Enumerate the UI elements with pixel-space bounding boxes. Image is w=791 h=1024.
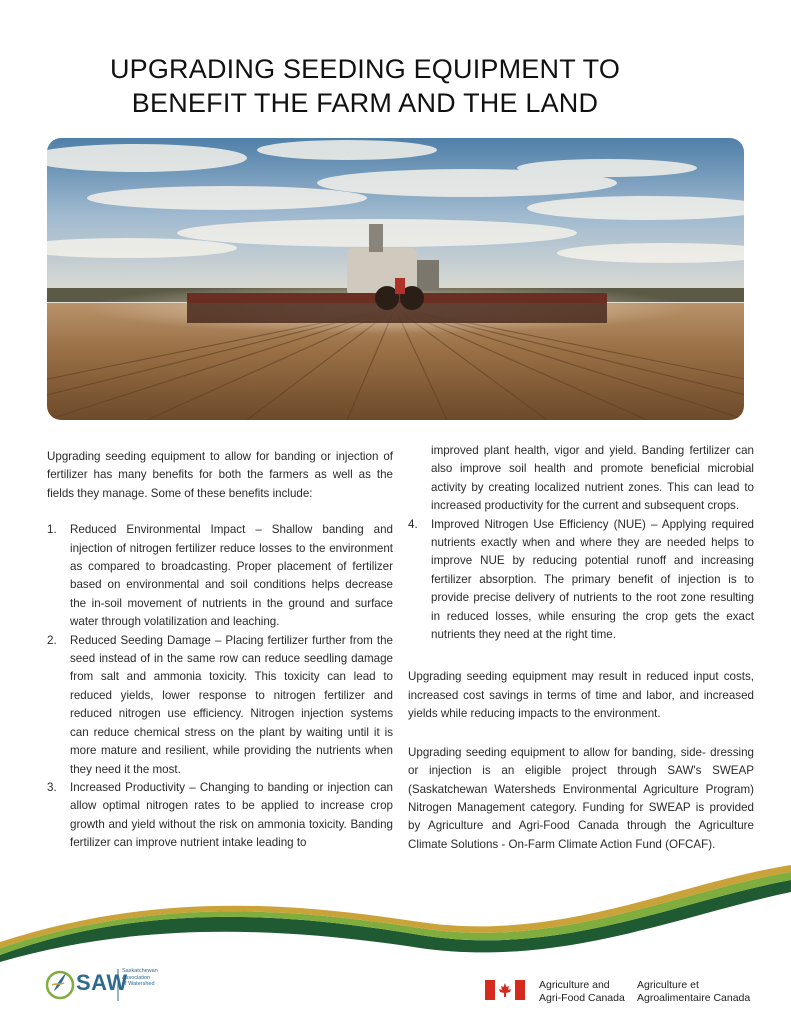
list-number: 4. bbox=[408, 517, 418, 531]
intro-paragraph: Upgrading seeding equipment to allow for banding or injection of fertilizer has many benefits for both the farmers as well as the fields they manage. Some of these benefits include: bbox=[47, 450, 393, 500]
right-column bbox=[408, 442, 754, 854]
aafc-french-name: Agriculture et Agroalimentaire Canada bbox=[637, 979, 751, 1004]
hero-photo-seeding-equipment bbox=[47, 138, 744, 420]
list-text: improved plant health, vigor and yield. Banding fertilizer can also improve soil health and promote beneficial microbial activity by creating localized nutrient zones. This can lead to increased productivity for the current and subsequent crops. bbox=[431, 444, 754, 513]
list-number: 1. bbox=[47, 523, 57, 537]
footer-wave-decoration bbox=[0, 860, 791, 970]
list-text: Reduced Environmental Impact – Shallow banding and injection of nitrogen fertilizer reduce losses to the environment as compared to broadcasting. Proper placement of fertilizer based on environmental and soil conditions helps decrease the in-soil movement of nutrients in the ground and surface water through volatilization and leaching. bbox=[70, 523, 393, 629]
saw-abbreviation: SAW bbox=[76, 970, 128, 995]
costs-paragraph: Upgrading seeding equipment may result in reduced input costs, increased cost savings in terms of time and labor, and increased yields while reducing impacts to the environment. bbox=[408, 670, 754, 721]
list-number: 2. bbox=[47, 633, 57, 647]
list-text: Increased Productivity – Changing to banding or injection can allow optimal nitrogen rates to be applied to increase crop growth and yield without the risk on ammonia toxicity. Banding fertilizer can improve nutrient intake leading to bbox=[70, 780, 393, 850]
list-item-continued bbox=[408, 442, 754, 516]
list-number: 3. bbox=[47, 780, 57, 794]
page-title-line-1: UPGRADING SEEDING EQUIPMENT TO bbox=[109, 54, 621, 84]
saw-full-name: Saskatchewan Association of Watershed bbox=[122, 968, 158, 987]
left-column bbox=[47, 448, 393, 853]
list-item bbox=[408, 516, 754, 645]
funding-paragraph: Upgrading seeding equipment to allow for banding, side- dressing or injection is an eligible project through SAW's SWEAP (Saskatchewan Watersheds Environmental Agriculture Program) Nitrogen Management category. Funding for SWEAP is provided by Agriculture and Agri-Food Canada through the Agriculture Climate Solutions - On-Farm Climate Action Fund (OFCAF). bbox=[408, 745, 754, 851]
aafc-english-name: Agriculture and Agri-Food Canada bbox=[539, 979, 625, 1004]
page-title-line-2: BENEFIT THE FARM AND THE LAND bbox=[131, 88, 599, 118]
list-text: Reduced Seeding Damage – Placing fertilizer further from the seed instead of in the same row can reduce seedling damage from salt and ammonia toxicity. This toxicity can lead to reduced yields, lower response to nitrogen fertilizer and reduced nitrogen use efficiency. Nitrogen injection systems can reduce chemical stress on the plant by waiting until it is more mature and resilient, while providing the nutrients when they need it the most. bbox=[70, 633, 393, 776]
list-text: Improved Nitrogen Use Efficiency (NUE) – Applying required nutrients exactly when and where they are needed helps to improve NUE by reducing potential runoff and increasing fertilizer absorption. The primary benefit of injection is to provide precise delivery of nutrients to the root zone resulting in reduced losses, while ensuring the crop gets the exact nutrients they need at the right time. bbox=[431, 517, 754, 642]
canada-flag-icon bbox=[485, 980, 525, 1000]
list-item bbox=[47, 521, 393, 631]
list-item bbox=[47, 779, 393, 853]
page-title bbox=[60, 52, 670, 120]
list-item bbox=[47, 632, 393, 779]
